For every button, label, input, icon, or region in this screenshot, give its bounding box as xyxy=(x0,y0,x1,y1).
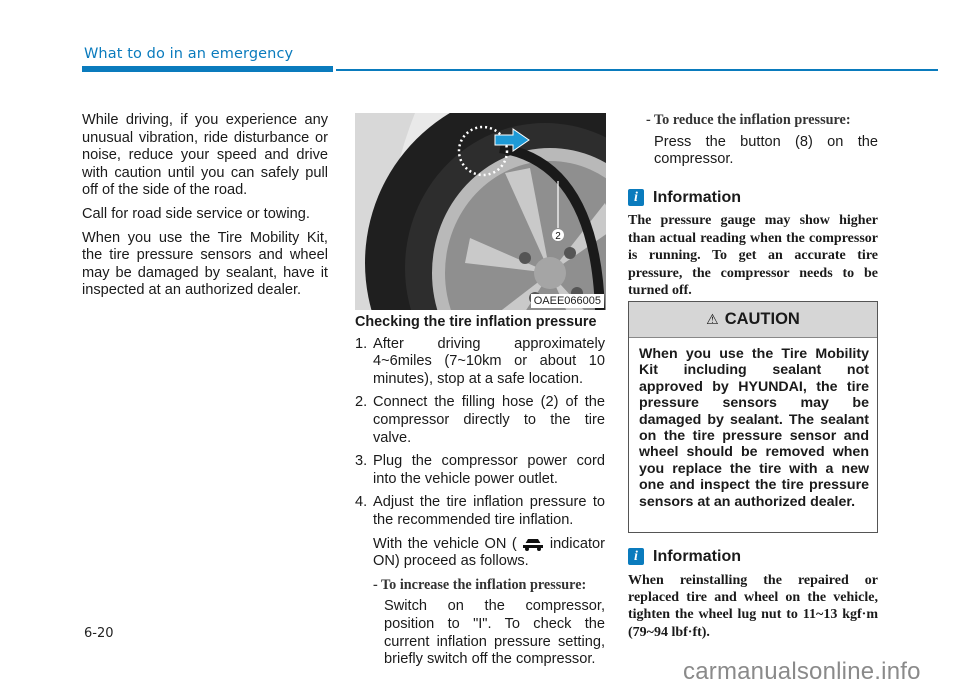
caution-body: When you use the Tire Mobility Kit including sealant not approved by HYUNDAI, the tire pressure sensors may be damaged by sealant. The sealant on the tire pressure sensor and wheel should be removed when you replace the tire with a new one and inspect the tire pressure sensors at an authorized dealer. xyxy=(639,346,869,510)
wheel-illustration xyxy=(355,113,606,310)
figure-code: OAEE066005 xyxy=(531,294,604,308)
reduce-pressure-label: - To reduce the inflation pressure: xyxy=(646,112,851,128)
step-4 xyxy=(355,494,605,529)
left-column xyxy=(82,112,328,306)
step-text: Plug the compressor power cord into the vehicle power outlet. xyxy=(373,453,605,487)
paragraph: When you use the Tire Mobility Kit, the tire pressure sensors and wheel may be damaged by sealant, have it inspected at an authorized dealer. xyxy=(82,229,328,299)
information-heading: i Information xyxy=(628,189,878,207)
subsection-heading: Checking the tire inflation pressure xyxy=(355,314,597,330)
information-body: The pressure gauge may show higher than actual reading when the compressor is running. To get an accurate tire pressure, the compressor needs to be turned off. xyxy=(628,213,878,298)
watermark: carmanualsonline.info xyxy=(683,658,921,685)
step-text: Adjust the tire inflation pressure to the recommended tire inflation. xyxy=(373,494,605,528)
header-accent-bar xyxy=(82,66,333,72)
information-body: When reinstalling the repaired or replaced tire and wheel on the vehicle, tighten the wheel lug nut to 11~13 kgf·m (79~94 lbf·ft). xyxy=(628,572,878,640)
info-icon: i xyxy=(628,548,644,565)
caution-box xyxy=(628,301,878,533)
increase-pressure-text: Switch on the compressor, position to "I". To check the current inflation pressure setting, briefly switch off the compressor. xyxy=(384,598,605,668)
info-icon: i xyxy=(628,189,644,206)
step-3 xyxy=(355,453,605,488)
step-number: 3. xyxy=(355,453,368,470)
paragraph: Call for road side service or towing. xyxy=(82,205,310,222)
section-title: What to do in an emergency xyxy=(84,46,294,62)
step-1 xyxy=(355,336,605,389)
right-column xyxy=(628,112,878,299)
information-block-2 xyxy=(628,548,878,641)
header-rule xyxy=(336,69,938,71)
tire-valve-figure xyxy=(355,113,606,310)
increase-pressure-label: - To increase the inflation pressure: xyxy=(373,576,587,593)
step-text: After driving approximately 4~6miles (7~10km or about 10 minutes), stop at a safe location. xyxy=(373,335,605,387)
step-number: 1. xyxy=(355,335,368,352)
information-heading: i Information xyxy=(628,548,878,566)
vehicle-ready-indicator-icon xyxy=(522,537,544,551)
paragraph: While driving, if you experience any unusual vibration, ride disturbance or noise, reduce your speed and drive with caution until you can safely pull off of the side of the road. xyxy=(82,112,328,199)
svg-text:2: 2 xyxy=(555,231,561,242)
step-2 xyxy=(355,394,605,447)
page-number: 6-20 xyxy=(84,626,114,641)
reduce-pressure-text: Press the button (8) on the compressor. xyxy=(654,133,878,168)
step-number: 4. xyxy=(355,494,368,511)
step-text: Connect the filling hose (2) of the compressor directly to the tire valve. xyxy=(373,394,605,446)
middle-column xyxy=(355,314,605,669)
warning-triangle-icon: ⚠ xyxy=(706,311,719,327)
step-number: 2. xyxy=(355,394,368,411)
vehicle-on-note: With the vehicle ON ( indicator ON) proceed as follows. xyxy=(373,535,605,570)
caution-header: ⚠ CAUTION xyxy=(629,302,877,338)
